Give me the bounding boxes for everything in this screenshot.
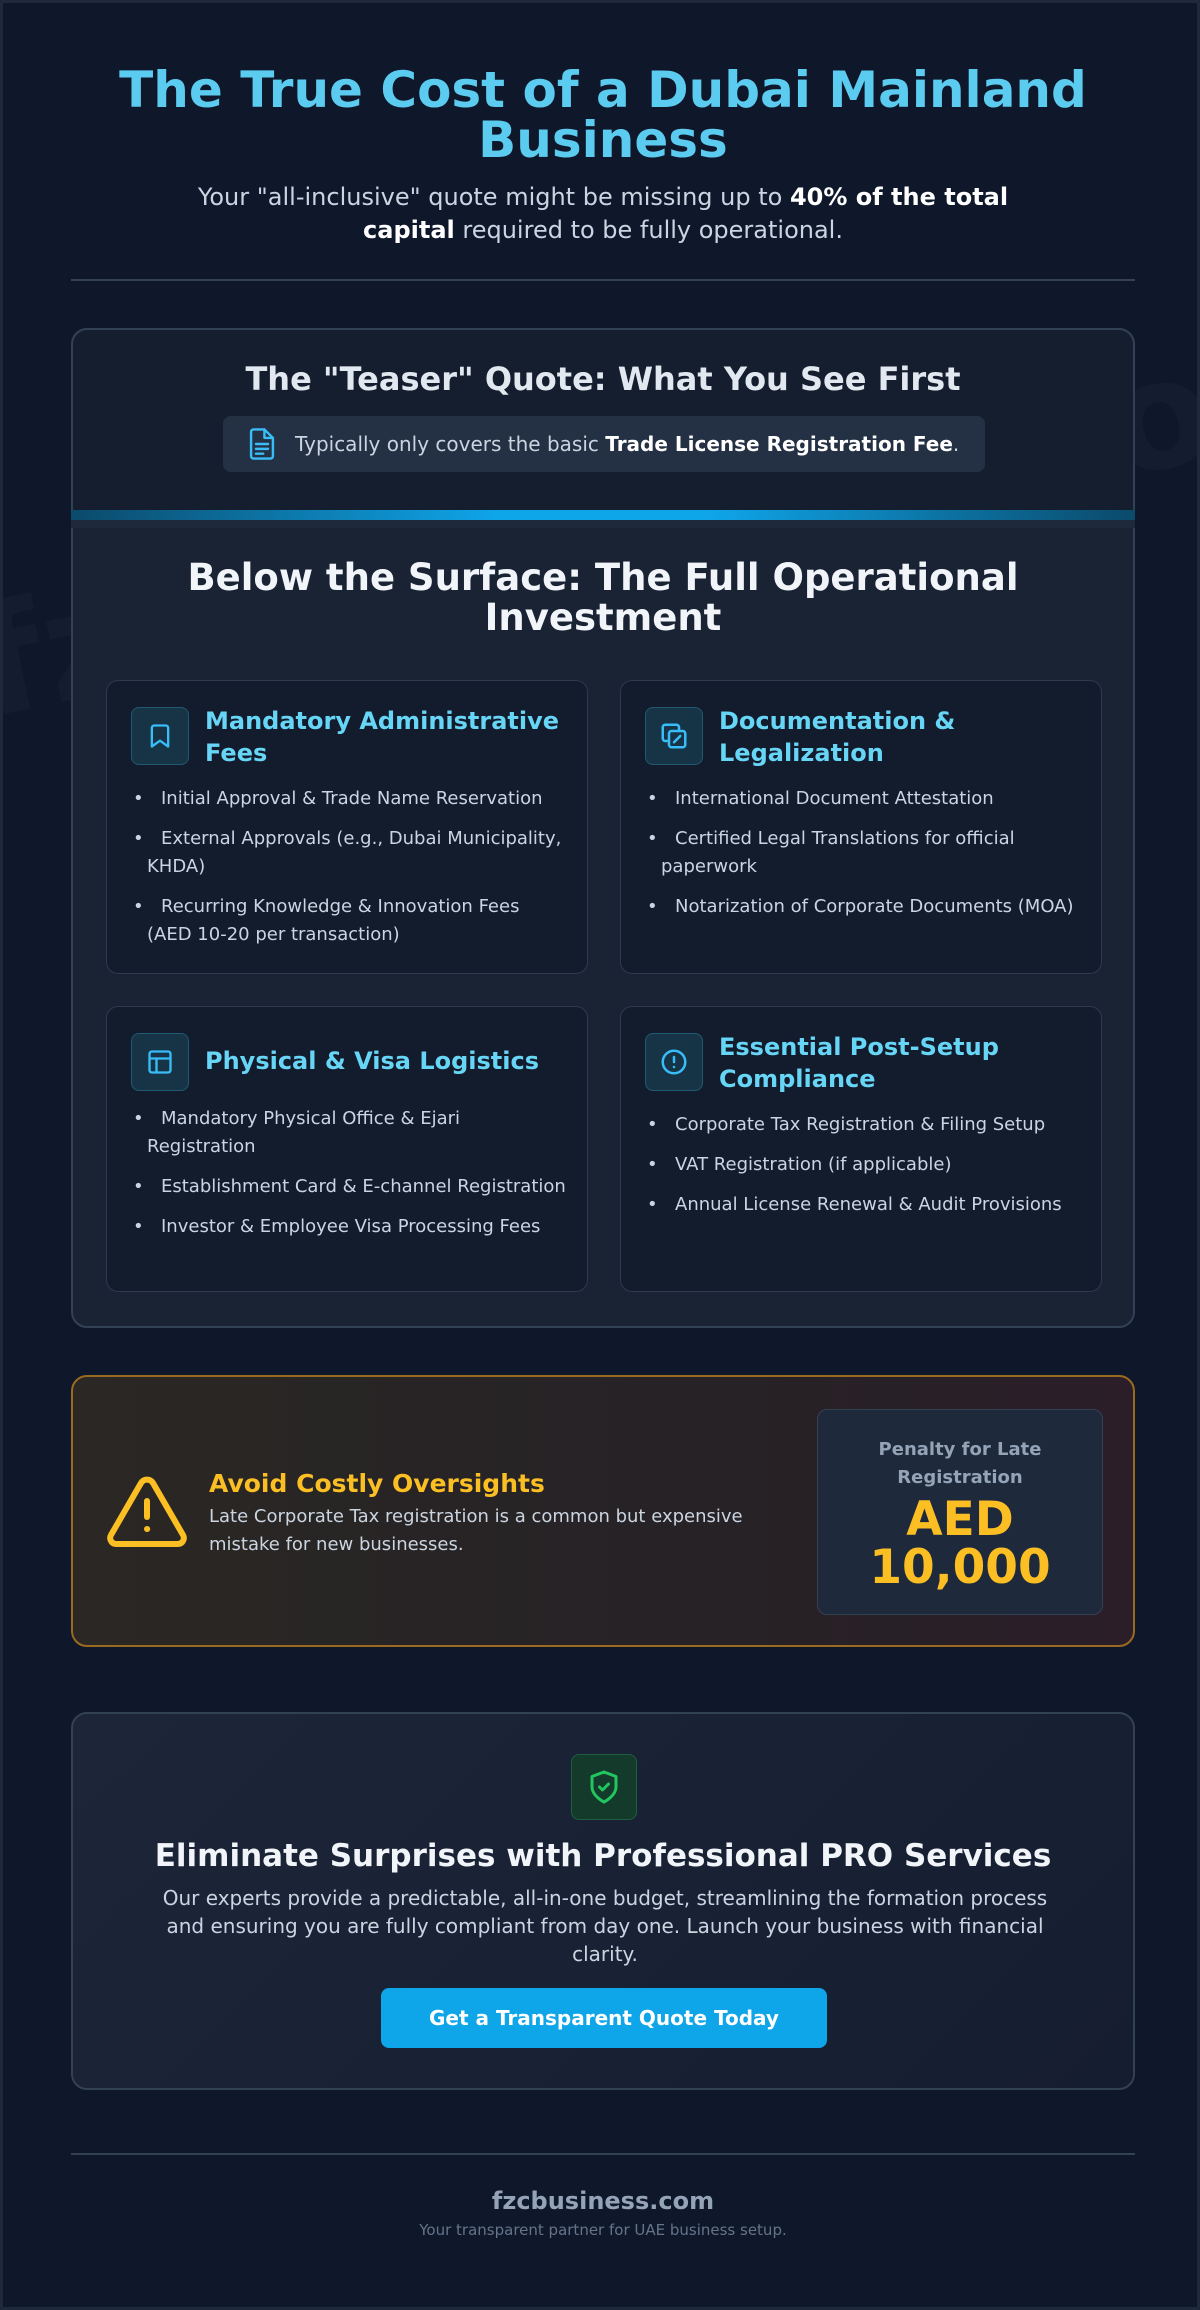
below-surface-title: Below the Surface: The Full Operational Investment	[187, 556, 1019, 639]
page-subtitle	[173, 181, 1033, 247]
feature-card-documentation	[620, 680, 1102, 974]
feature-title: Mandatory Administrative Fees	[205, 707, 560, 767]
warning-triangle-icon	[107, 1475, 187, 1547]
feature-title: Essential Post-Setup Compliance	[719, 1033, 999, 1093]
feature-card-compliance	[620, 1006, 1102, 1292]
list-item: • Investor & Employee Visa Processing Fees	[147, 1213, 567, 1241]
subtitle-emphasis: 40% of the total capital	[363, 183, 1009, 244]
cta-text: Our experts provide a predictable, all-in-one budget, streamlining the formation process and ensuring you are fully compliant from day one. Launch your business with financial clarity.	[162, 1886, 1048, 1966]
alert-text: Late Corporate Tax registration is a common but expensive mistake for new businesses.	[209, 1506, 743, 1555]
footer-brand: fzcbusiness.com	[491, 2187, 715, 2215]
feature-list	[147, 1105, 567, 1253]
penalty-label: Penalty for Late Registration	[878, 1439, 1042, 1488]
list-item: • Annual License Renewal & Audit Provisions	[661, 1191, 1081, 1219]
copy-edit-icon	[645, 707, 703, 765]
surface-divider	[71, 510, 1135, 520]
list-item: • External Approvals (e.g., Dubai Municipality, KHDA)	[147, 825, 567, 881]
list-item: • Certified Legal Translations for official paperwork	[661, 825, 1081, 881]
list-item: • Recurring Knowledge & Innovation Fees (AED 10-20 per transaction)	[147, 893, 567, 949]
feature-title: Documentation & Legalization	[719, 707, 956, 767]
alert-title: Avoid Costly Oversights	[209, 1469, 545, 1498]
page-header	[71, 61, 1135, 247]
layout-icon	[131, 1033, 189, 1091]
list-item: • Corporate Tax Registration & Filing Setup	[661, 1111, 1081, 1139]
list-item: • Establishment Card & E-channel Registration	[147, 1173, 567, 1201]
pro-services-card	[71, 1712, 1135, 2090]
teaser-note-text: Typically only covers the basic	[295, 432, 599, 456]
teaser-note-emphasis: Trade License Registration Fee	[605, 432, 953, 456]
list-item: • Initial Approval & Trade Name Reservation	[147, 785, 567, 813]
subtitle-text: Your "all-inclusive" quote might be missing up to	[197, 183, 790, 211]
header-divider	[71, 279, 1135, 281]
cost-breakdown-card	[71, 328, 1135, 1328]
feature-list	[147, 785, 567, 961]
feature-card-visa-logistics	[106, 1006, 588, 1292]
shield-check-icon	[571, 1754, 637, 1820]
footer-divider	[71, 2153, 1135, 2155]
footer-tagline: Your transparent partner for UAE business setup.	[419, 2221, 787, 2239]
list-item: • Mandatory Physical Office & Ejari Registration	[147, 1105, 567, 1161]
get-quote-button[interactable]: Get a Transparent Quote Today	[381, 1988, 827, 2048]
penalty-box	[817, 1409, 1103, 1615]
feature-card-administrative-fees	[106, 680, 588, 974]
list-item: • International Document Attestation	[661, 785, 1081, 813]
alert-circle-icon	[645, 1033, 703, 1091]
list-item: • VAT Registration (if applicable)	[661, 1151, 1081, 1179]
feature-list	[661, 1111, 1081, 1231]
document-icon	[247, 427, 277, 461]
feature-title: Physical & Visa Logistics	[205, 1047, 540, 1075]
page-footer	[71, 2187, 1135, 2239]
penalty-value: AED 10,000	[869, 1492, 1051, 1595]
oversight-alert-card	[71, 1375, 1135, 1647]
page-title: The True Cost of a Dubai Mainland Business	[119, 61, 1087, 169]
teaser-title: The "Teaser" Quote: What You See First	[245, 360, 961, 398]
teaser-section	[73, 330, 1133, 510]
subtitle-text-end: required to be fully operational.	[454, 216, 843, 244]
bookmark-icon	[131, 707, 189, 765]
teaser-note-end: .	[952, 432, 960, 456]
list-item: • Notarization of Corporate Documents (MOA)	[661, 893, 1081, 921]
cta-title: Eliminate Surprises with Professional PRO Services	[154, 1838, 1052, 1874]
teaser-note	[223, 416, 985, 472]
feature-list	[661, 785, 1081, 933]
